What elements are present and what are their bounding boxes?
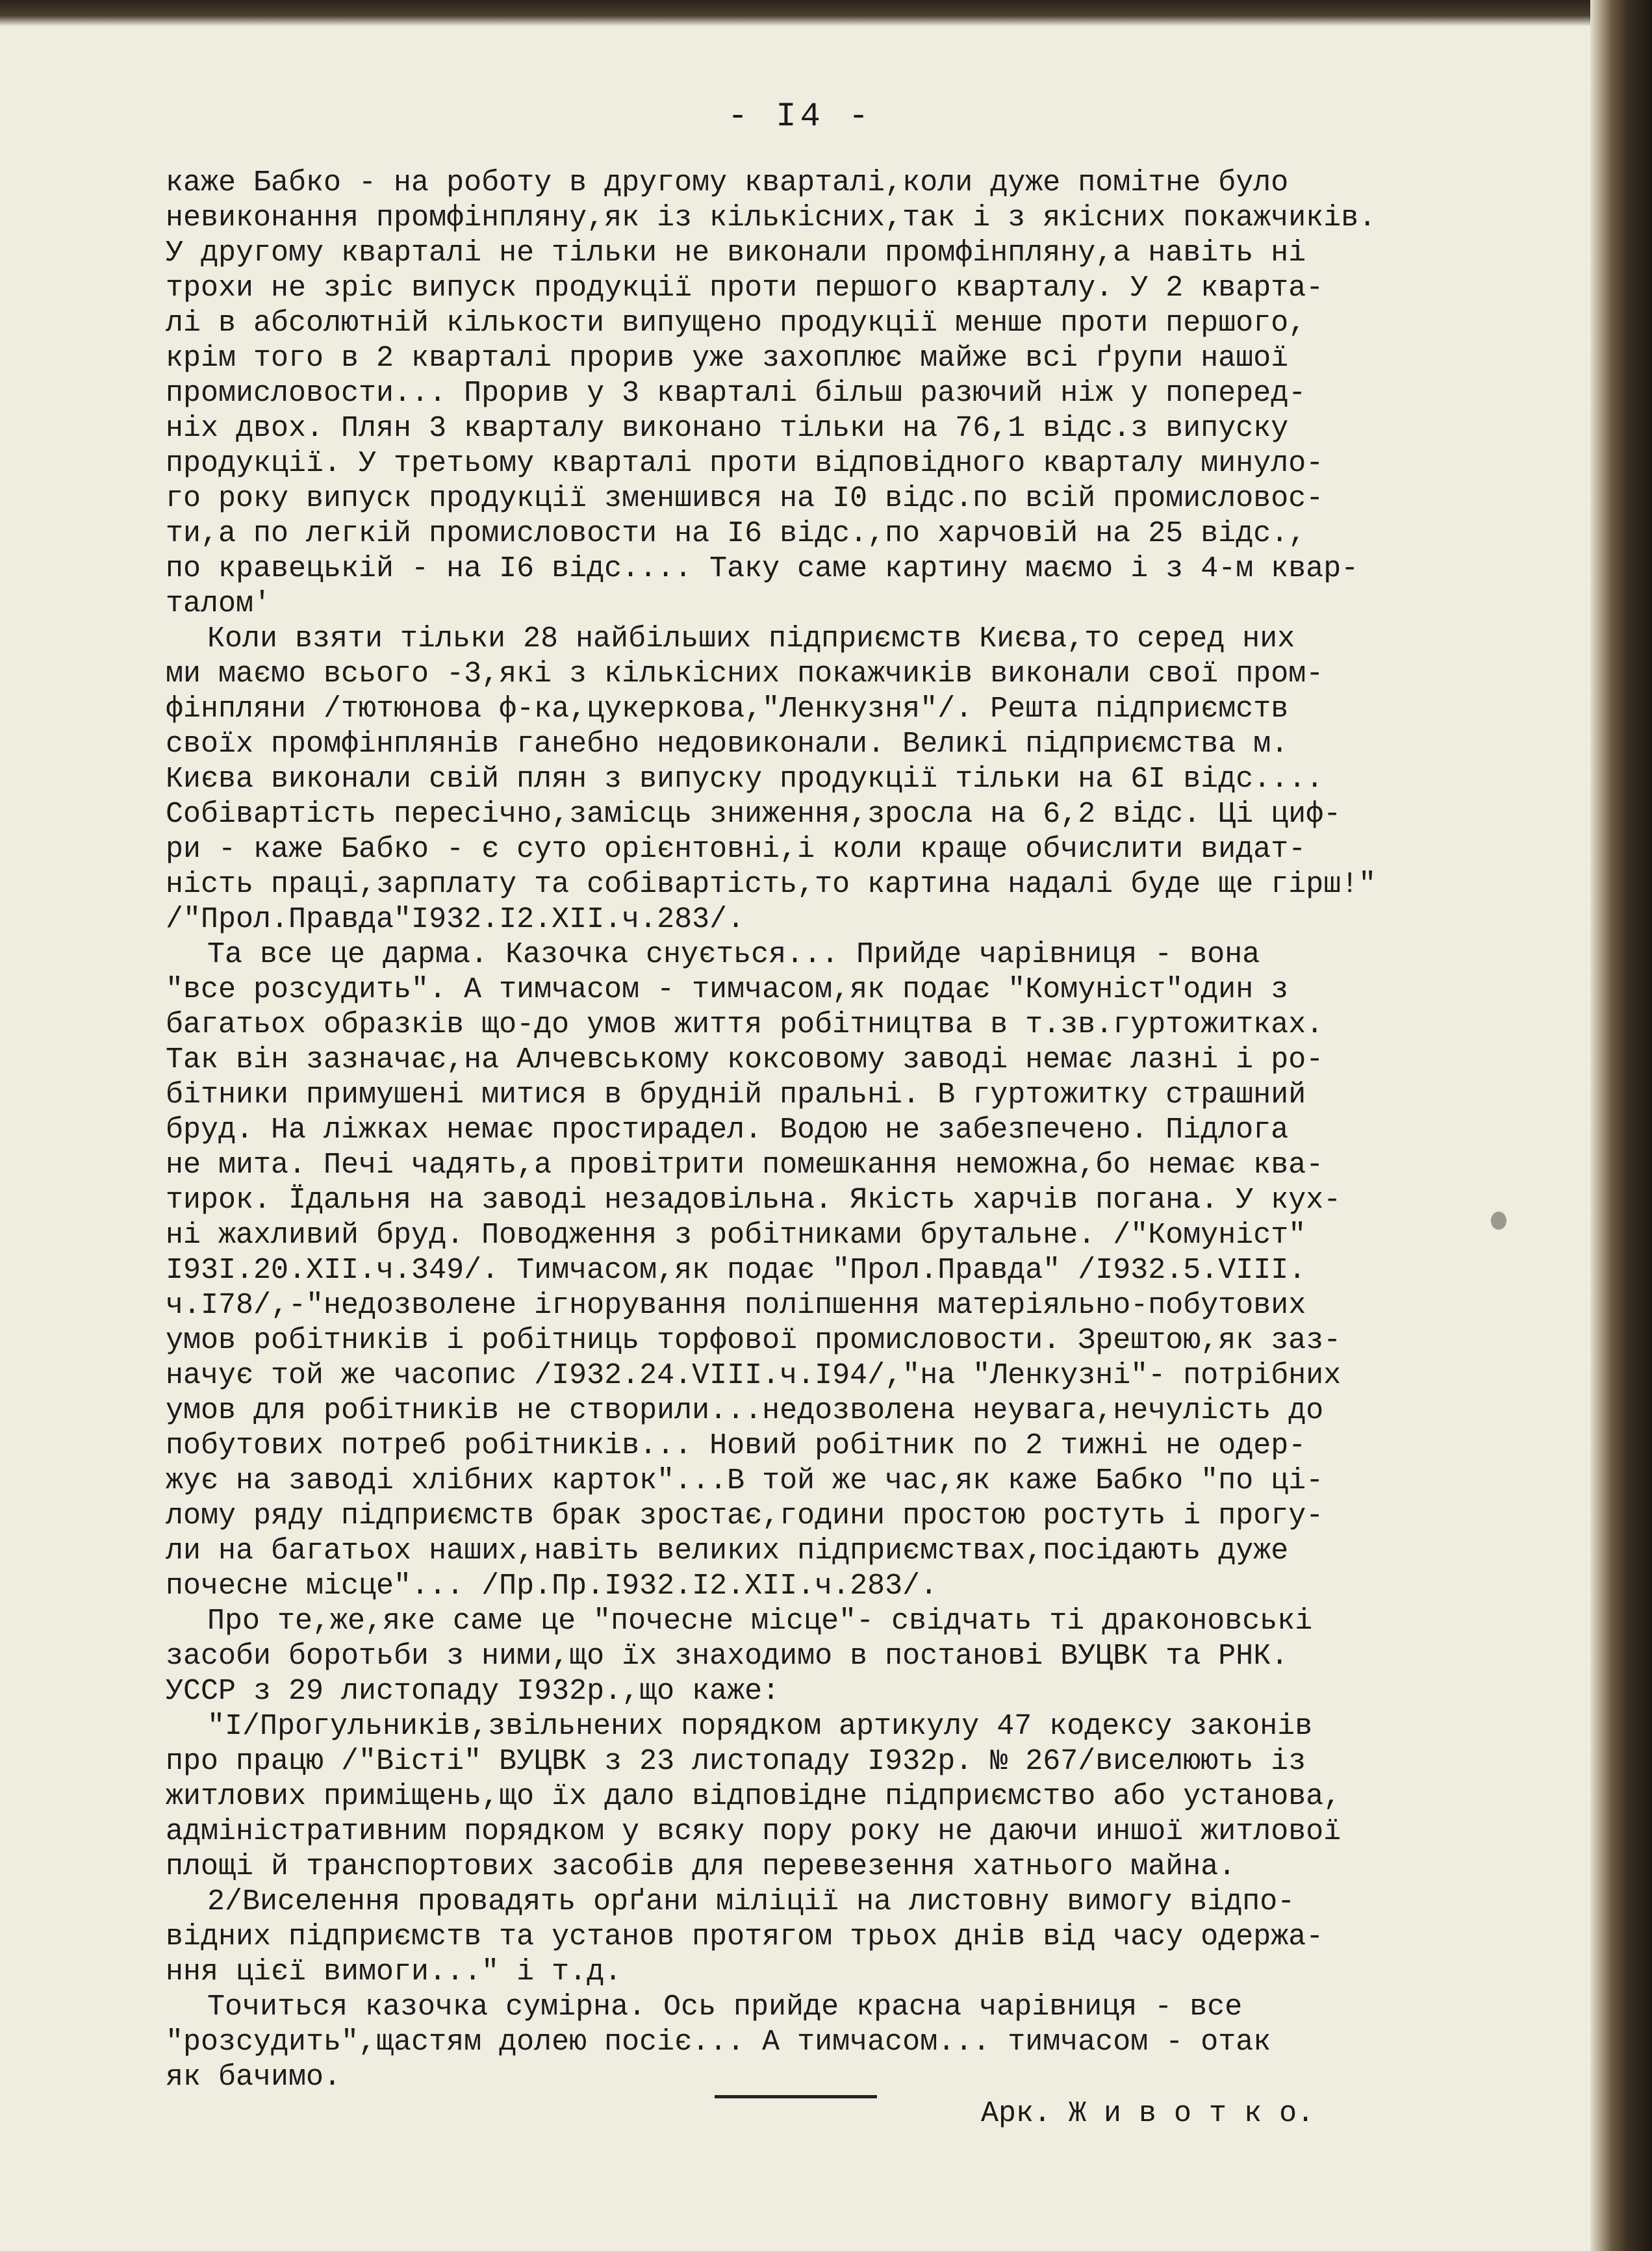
author-signature: Арк. Ж и в о т к о. <box>981 2097 1315 2130</box>
scan-edge-top <box>0 0 1652 26</box>
text-line: ність праці,зарплату та собівартість,то картина надалі буде ще гірш!" <box>166 868 1377 901</box>
closing-rule <box>715 2095 877 2098</box>
text-line: трохи не зріс випуск продукції проти першого кварталу. У 2 кварта- <box>166 272 1324 305</box>
text-line: Так він зазначає,на Алчевському коксовому заводі немає лазні і ро- <box>166 1043 1324 1076</box>
text-line: 2/Виселення провадять орґани міліції на листовну вимогу відпо- <box>207 1885 1295 1918</box>
text-line: У другому кварталі не тільки не виконали промфінпляну,а навіть ні <box>166 236 1306 270</box>
text-line: почесне місце"... /Пр.Пр.I932.I2.XII.ч.283/. <box>166 1570 938 1603</box>
text-line: промисловости... Прорив у 3 кварталі більш разючий ніж у поперед- <box>166 377 1306 410</box>
text-line: відних підприємств та установ протягом трьох днів від часу одержа- <box>166 1920 1324 1953</box>
page-number: - I4 - <box>728 97 873 136</box>
text-line: ч.I78/,-"недозволене ігнорування поліпшення матеріяльно-побутових <box>166 1289 1306 1322</box>
text-line: по кравецькій - на I6 відс.... Таку саме картину маємо і з 4-м квар- <box>166 552 1359 585</box>
text-line: невиконання промфінпляну,як із кількісних,так і з якісних покажчиків. <box>166 201 1377 235</box>
text-line: жує на заводі хлібних карток"...В той же час,як каже Бабко "по ці- <box>166 1464 1324 1497</box>
text-line: лому ряду підприємств брак зростає,години простою ростуть і прогу- <box>166 1499 1324 1532</box>
paragraph <box>166 1604 1504 1709</box>
text-line: талом' <box>166 587 272 620</box>
text-line: ли на багатьох наших,навіть великих підприємствах,посідають дуже <box>166 1534 1289 1568</box>
paragraph <box>166 622 1504 937</box>
paragraph <box>166 1990 1504 2095</box>
text-line: ми маємо всього -3,які з кількісних покажчиків виконали свої пром- <box>166 657 1324 691</box>
text-line: фінпляни /тютюнова ф-ка,цукеркова,"Ленкузня"/. Решта підприємств <box>166 693 1289 726</box>
text-line: побутових потреб робітників... Новий робітник по 2 тижні не одер- <box>166 1429 1306 1462</box>
text-line: про працю /"Вісті" ВУЦВК з 23 листопаду I932р. № 267/виселюють із <box>166 1745 1306 1778</box>
text-line: своїх промфінплянів ганебно недовиконали. Великі підприємства м. <box>166 728 1289 761</box>
text-line: як бачимо. <box>166 2061 342 2094</box>
text-line: площі й транспортових засобів для перевезення хатнього майна. <box>166 1850 1236 1883</box>
text-line: Про те,же,яке саме це "почесне місце"- свідчать ті драконовські <box>207 1605 1313 1638</box>
text-line: житлових приміщень,що їх дало відповідне підприємство або установа, <box>166 1780 1341 1813</box>
text-line: бітники примушені митися в брудній пральні. В гуртожитку страшний <box>166 1078 1306 1112</box>
text-line: бруд. На ліжках немає простирадел. Водою не забезпечено. Підлога <box>166 1113 1289 1147</box>
paragraph <box>166 1709 1504 1885</box>
scan-edge-right <box>1590 0 1652 2251</box>
text-line: тирок. Їдальня на заводі незадовільна. Якість харчів погана. У кух- <box>166 1184 1341 1217</box>
text-line: Коли взяти тільки 28 найбільших підприємств Києва,то серед них <box>207 622 1295 655</box>
text-line: умов робітників і робітниць торфової промисловости. Зрештою,як заз- <box>166 1324 1341 1357</box>
paragraph <box>166 937 1504 1604</box>
text-line: ніх двох. Плян 3 кварталу виконано тільки на 76,1 відс.з випуску <box>166 412 1289 445</box>
text-line: не мита. Печі чадять,а провітрити помешкання неможна,бо немає ква- <box>166 1149 1324 1182</box>
text-line: "I/Прогульників,звільнених порядком артикулу 47 кодексу законів <box>207 1710 1313 1743</box>
text-line: Собівартість пересічно,замісць зниження,зросла на 6,2 відс. Ці циф- <box>166 798 1341 831</box>
text-line: I93I.20.XII.ч.349/. Тимчасом,як подає "Прол.Правда" /I932.5.VIII. <box>166 1254 1306 1287</box>
text-line: ння цієї вимоги..." і т.д. <box>166 1955 622 1989</box>
text-line: УССР з 29 листопаду I932р.,що каже: <box>166 1675 780 1708</box>
text-line: каже Бабко - на роботу в другому кварталі,коли дуже помітне було <box>166 166 1289 199</box>
text-line: крім того в 2 кварталі прорив уже захоплює майже всі ґрупи нашої <box>166 342 1289 375</box>
text-line: го року випуск продукції зменшився на I0 відс.по всій промисловос- <box>166 482 1324 515</box>
text-line: Та все це дарма. Казочка снується... Прийде чарівниця - вона <box>207 938 1260 971</box>
paragraph <box>166 166 1504 622</box>
text-line: ні жахливий бруд. Поводження з робітниками брутальне. /"Комуніст" <box>166 1219 1306 1252</box>
text-line: лі в абсолютній кількости випущено продукції менше проти першого, <box>166 307 1306 340</box>
text-line: начує той же часопис /I932.24.VIII.ч.I94/,"на "Ленкузні"- потрібних <box>166 1359 1341 1392</box>
text-line: продукції. У третьому кварталі проти відповідного кварталу минуло- <box>166 447 1324 480</box>
text-line: "все розсудить". А тимчасом - тимчасом,як подає "Комуніст"один з <box>166 973 1289 1006</box>
paragraph <box>166 1885 1504 1990</box>
body-text <box>166 166 1504 2095</box>
text-line: /"Прол.Правда"I932.I2.XII.ч.283/. <box>166 903 745 936</box>
text-line: умов для робітників не створили...недозволена неувага,нечулість до <box>166 1394 1324 1427</box>
text-line: засоби боротьби з ними,що їх знаходимо в постанові ВУЦВК та РНК. <box>166 1640 1289 1673</box>
text-line: ри - каже Бабко - є суто орієнтовні,і коли краще обчислити видат- <box>166 833 1306 866</box>
text-line: Точиться казочка сумірна. Ось прийде красна чарівниця - все <box>207 1990 1243 2024</box>
text-line: багатьох образків що-до умов життя робітництва в т.зв.гуртожитках. <box>166 1008 1324 1041</box>
text-line: ти,а по легкій промисловости на I6 відс.,по харчовій на 25 відс., <box>166 517 1306 550</box>
text-line: адміністративним порядком у всяку пору року не даючи иншої житлової <box>166 1815 1341 1848</box>
text-line: "розсудить",щастям долею посіє... А тимчасом... тимчасом - отак <box>166 2026 1271 2059</box>
text-line: Києва виконали свій плян з випуску продукції тільки на 6I відс.... <box>166 763 1324 796</box>
